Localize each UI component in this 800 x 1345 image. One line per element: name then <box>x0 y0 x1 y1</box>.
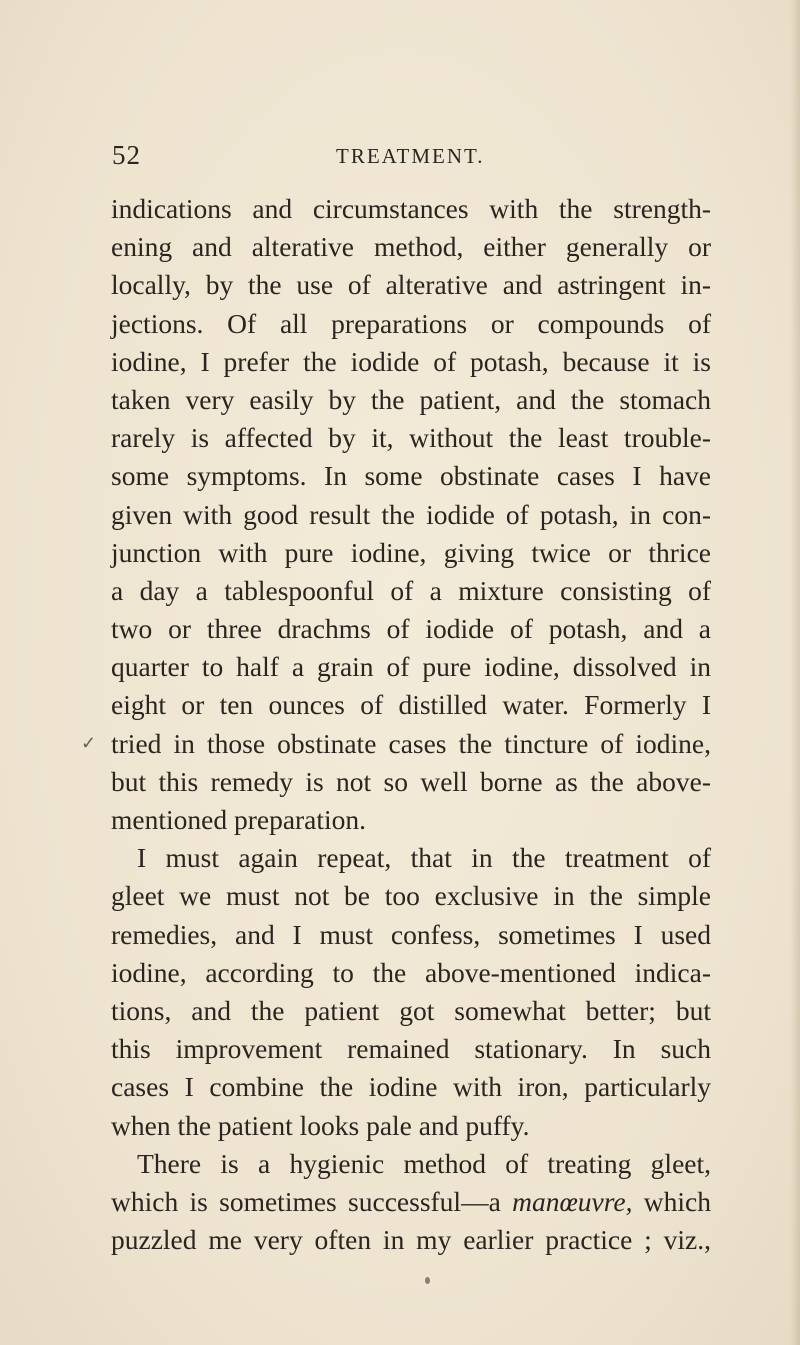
text-line: junction with pure iodine, giving twice or thrice <box>111 536 711 568</box>
page-header <box>112 140 712 176</box>
text-line: taken very easily by the patient, and the stomach <box>111 383 711 415</box>
text-line <box>111 1183 711 1221</box>
text-line: gleet we must not be too exclusive in the simple <box>111 880 711 912</box>
text-line: iodine, I prefer the iodide of potash, because it is <box>111 345 711 377</box>
text-line: I must again repeat, that in the treatment of <box>137 842 711 874</box>
text-line: quarter to half a grain of pure iodine, dissolved in <box>111 651 711 683</box>
text-line: jections. Of all preparations or compounds of <box>111 307 711 339</box>
text-line: There is a hygienic method of treating gleet, <box>137 1147 711 1179</box>
text-line: ening and alterative method, either generally or <box>111 231 711 263</box>
text-line: remedies, and I must confess, sometimes I used <box>111 918 711 950</box>
page-number: 52 <box>112 140 141 170</box>
text-line: when the patient looks pale and puffy. <box>111 1109 530 1141</box>
running-head: TREATMENT. <box>336 144 485 168</box>
ink-speck <box>425 1277 430 1284</box>
text-line: iodine, according to the above-mentioned indica- <box>111 956 711 988</box>
italic-word: manœuvre, <box>512 1185 633 1217</box>
text-line: eight or ten ounces of distilled water. Formerly I <box>111 689 711 721</box>
text-line: rarely is affected by it, without the least trouble- <box>111 422 711 454</box>
page-edge-shadow <box>790 0 800 1345</box>
text-line: locally, by the use of alterative and astringent in- <box>111 269 711 301</box>
margin-pencil-mark: ✓ <box>81 733 97 753</box>
text-fragment: which <box>632 1185 711 1217</box>
text-line: tions, and the patient got somewhat better; but <box>111 994 711 1026</box>
text-line: indications and circumstances with the strength- <box>111 193 711 224</box>
text-fragment: which is sometimes successful—a <box>111 1185 501 1217</box>
text-line: some symptoms. In some obstinate cases I have <box>111 460 711 492</box>
text-line: but this remedy is not so well borne as the above- <box>111 765 711 797</box>
text-line: a day a tablespoonful of a mixture consisting of <box>111 574 711 606</box>
text-line: given with good result the iodide of potash, in con- <box>111 498 711 530</box>
body-text <box>111 190 711 1259</box>
text-line: cases I combine the iodine with iron, particularly <box>111 1071 711 1103</box>
text-line: two or three drachms of iodide of potash, and a <box>111 613 711 645</box>
text-line: tried in those obstinate cases the tincture of iodine, <box>111 727 711 759</box>
text-line: this improvement remained stationary. In such <box>111 1033 711 1065</box>
text-line: mentioned preparation. <box>111 804 367 835</box>
text-line: puzzled me very often in my earlier practice ; viz., <box>111 1224 711 1256</box>
